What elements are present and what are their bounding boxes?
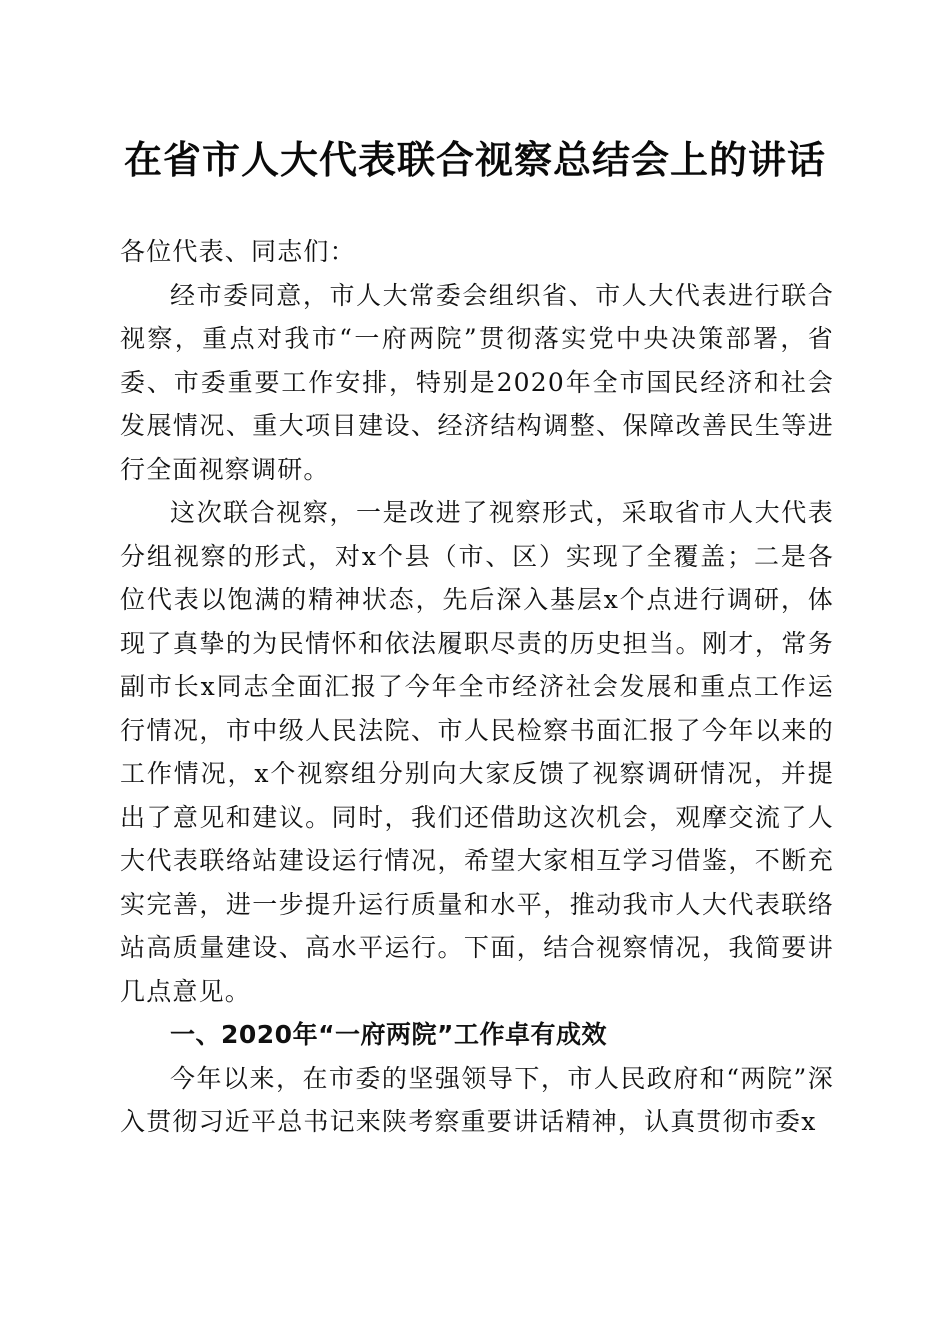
- document-title: 在省市人大代表联合视察总结会上的讲话: [123, 137, 826, 182]
- salutation: 各位代表、同志们：: [120, 237, 356, 266]
- document-body: [120, 230, 834, 1144]
- paragraph-section-1: 今年以来，在市委的坚强领导下，市人民政府和“两院”深入贯彻习近平总书记来陕考察重要讲话精神，认真贯彻市委x: [120, 1063, 834, 1136]
- paragraph-inspection-summary: 这次联合视察，一是改进了视察形式，采取省市人大代表分组视察的形式，对x个县（市、区）实现了全覆盖；二是各位代表以饱满的精神状态，先后深入基层x个点进行调研，体现了真挚的为民情怀和依法履职尽责的历史担当。刚才，常务副市长x同志全面汇报了今年全市经济社会发展和重点工作运行情况，市中级人民法院、市人民检察书面汇报了今年以来的工作情况，x个视察组分别向大家反馈了视察调研情况，并提出了意见和建议。同时，我们还借助这次机会，观摩交流了人大代表联络站建设运行情况，希望大家相互学习借鉴，不断充实完善，进一步提升运行质量和水平，推动我市人大代表联络站高质量建设、高水平运行。下面，结合视察情况，我简要讲几点意见。: [120, 498, 834, 1006]
- section-heading-1: 一、2020年“一府两院”工作卓有成效: [170, 1020, 607, 1049]
- paragraph-intro: 经市委同意，市人大常委会组织省、市人大代表进行联合视察，重点对我市“一府两院”贯彻落实党中央决策部署，省委、市委重要工作安排，特别是2020年全市国民经济和社会发展情况、重大项目建设、经济结构调整、保障改善民生等进行全面视察调研。: [120, 280, 834, 484]
